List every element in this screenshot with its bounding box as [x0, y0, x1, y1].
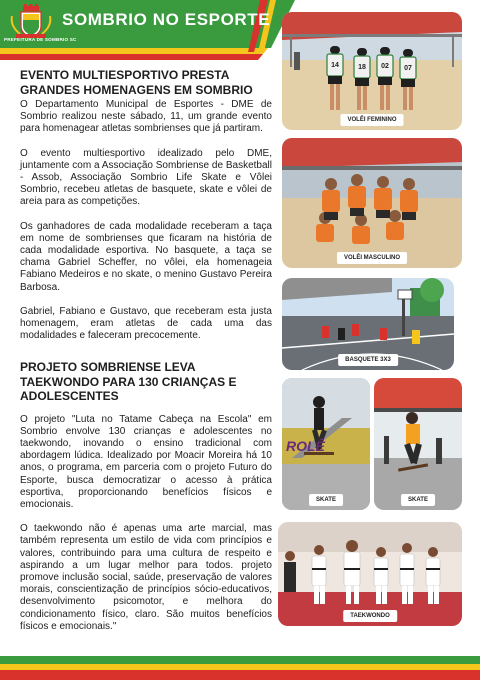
article-1 [20, 68, 272, 342]
graffiti-wall-text: ROLÊ [286, 438, 325, 454]
photo-caption: SKATE [401, 494, 435, 506]
photo-volei-feminino [282, 12, 462, 130]
logo-caption: PREFEITURA DE SOMBRIO SC [4, 37, 77, 42]
photo-skate-2 [374, 378, 462, 510]
jersey-number: 07 [404, 65, 412, 72]
article-1-title: EVENTO MULTIESPORTIVO PRESTA GRANDES HOMENAGENS EM SOMBRIO [20, 68, 253, 97]
article-1-paragraph-4: Gabriel, Fabiano e Gustavo, que receberam esta justa homenagem, eram atletas de cada uma das modalidades e faleceram precocemente. [20, 305, 272, 342]
jersey-number: 02 [381, 63, 389, 70]
photo-caption: SKATE [309, 494, 343, 506]
photo-taekwondo [278, 522, 462, 626]
footer-red-band [0, 670, 480, 680]
article-2-paragraph-1: O projeto "Luta no Tatame Cabeça na Escola" em Sombrio envolve 130 crianças e adolescentes no taekwondo, inovando o ensino tradicional com abordagem lúdica. Idealizado por Moacir Moreira há 10 anos, o programa, em parceria com o projeto Futuro do Esporte, busca democratizar o acesso à prática esportiva, proporcionando benefícios físicos e emocionais. [20, 413, 272, 510]
jersey-number: 14 [331, 62, 339, 69]
page-footer [0, 656, 480, 680]
photo-basquete-3x3 [282, 278, 454, 370]
jersey-number: 18 [358, 64, 366, 71]
article-2-paragraph-2: O taekwondo não é apenas uma arte marcial, mas também representa um estilo de vida com princípios e valores, contribuindo para uma cultura de respeito e aspirando a um lugar melhor para todos. projeto promove inclusão social, saúde, preservação de valores morais, conscientização de princípios sócio-educativos, desenvolvimento psicomotor, e melhora do condicionamento físico, claro. São muitos benefícios físicos e emocionais." [20, 523, 272, 632]
section-title: SOMBRIO NO ESPORTE [62, 10, 271, 29]
article-1-paragraph-3: Os ganhadores de cada modalidade receberam a taça em nome de sombrienses que ficaram na história de cada modalidade esportiva. No basquete, a taça se chama Gabriel Scheffer, no vôlei, ela homenageia Fabiano Medeiros e no skate, o menino Gustavo Pereira Barbosa. [20, 220, 272, 293]
volei-masculino-scene [282, 138, 462, 268]
skate-2-scene [374, 378, 462, 510]
article-2 [20, 360, 272, 633]
article-1-paragraph-2: O evento multiesportivo idealizado pelo DME, juntamente com a Associação Sombriense de Basketball - Assob, Associação Sombrio Life Skate e Vôlei Sombrio, recebeu atletas de basquete, skate e vôlei de areia para as competições. [20, 147, 272, 208]
photo-caption: TAEKWONDO [343, 610, 397, 622]
article-1-paragraph-1: O Departamento Municipal de Esportes - DME de Sombrio realizou neste sábado, 11, um grande evento para homenagear atletas sombrienses que já partiram. [20, 99, 272, 135]
footer-green-band [0, 656, 480, 664]
photo-skate-1 [282, 378, 370, 510]
photo-caption: VOLÊI FEMININO [340, 114, 403, 126]
photo-volei-masculino [282, 138, 462, 268]
city-coat-of-arms-logo [6, 4, 56, 40]
photo-caption: VOLÊI MASCULINO [337, 252, 407, 264]
volei-feminino-scene [282, 12, 462, 130]
article-2-title: PROJETO SOMBRIENSE LEVA TAEKWONDO PARA 130 CRIANÇAS E ADOLESCENTES [20, 360, 237, 403]
photo-caption: BASQUETE 3X3 [338, 354, 398, 366]
